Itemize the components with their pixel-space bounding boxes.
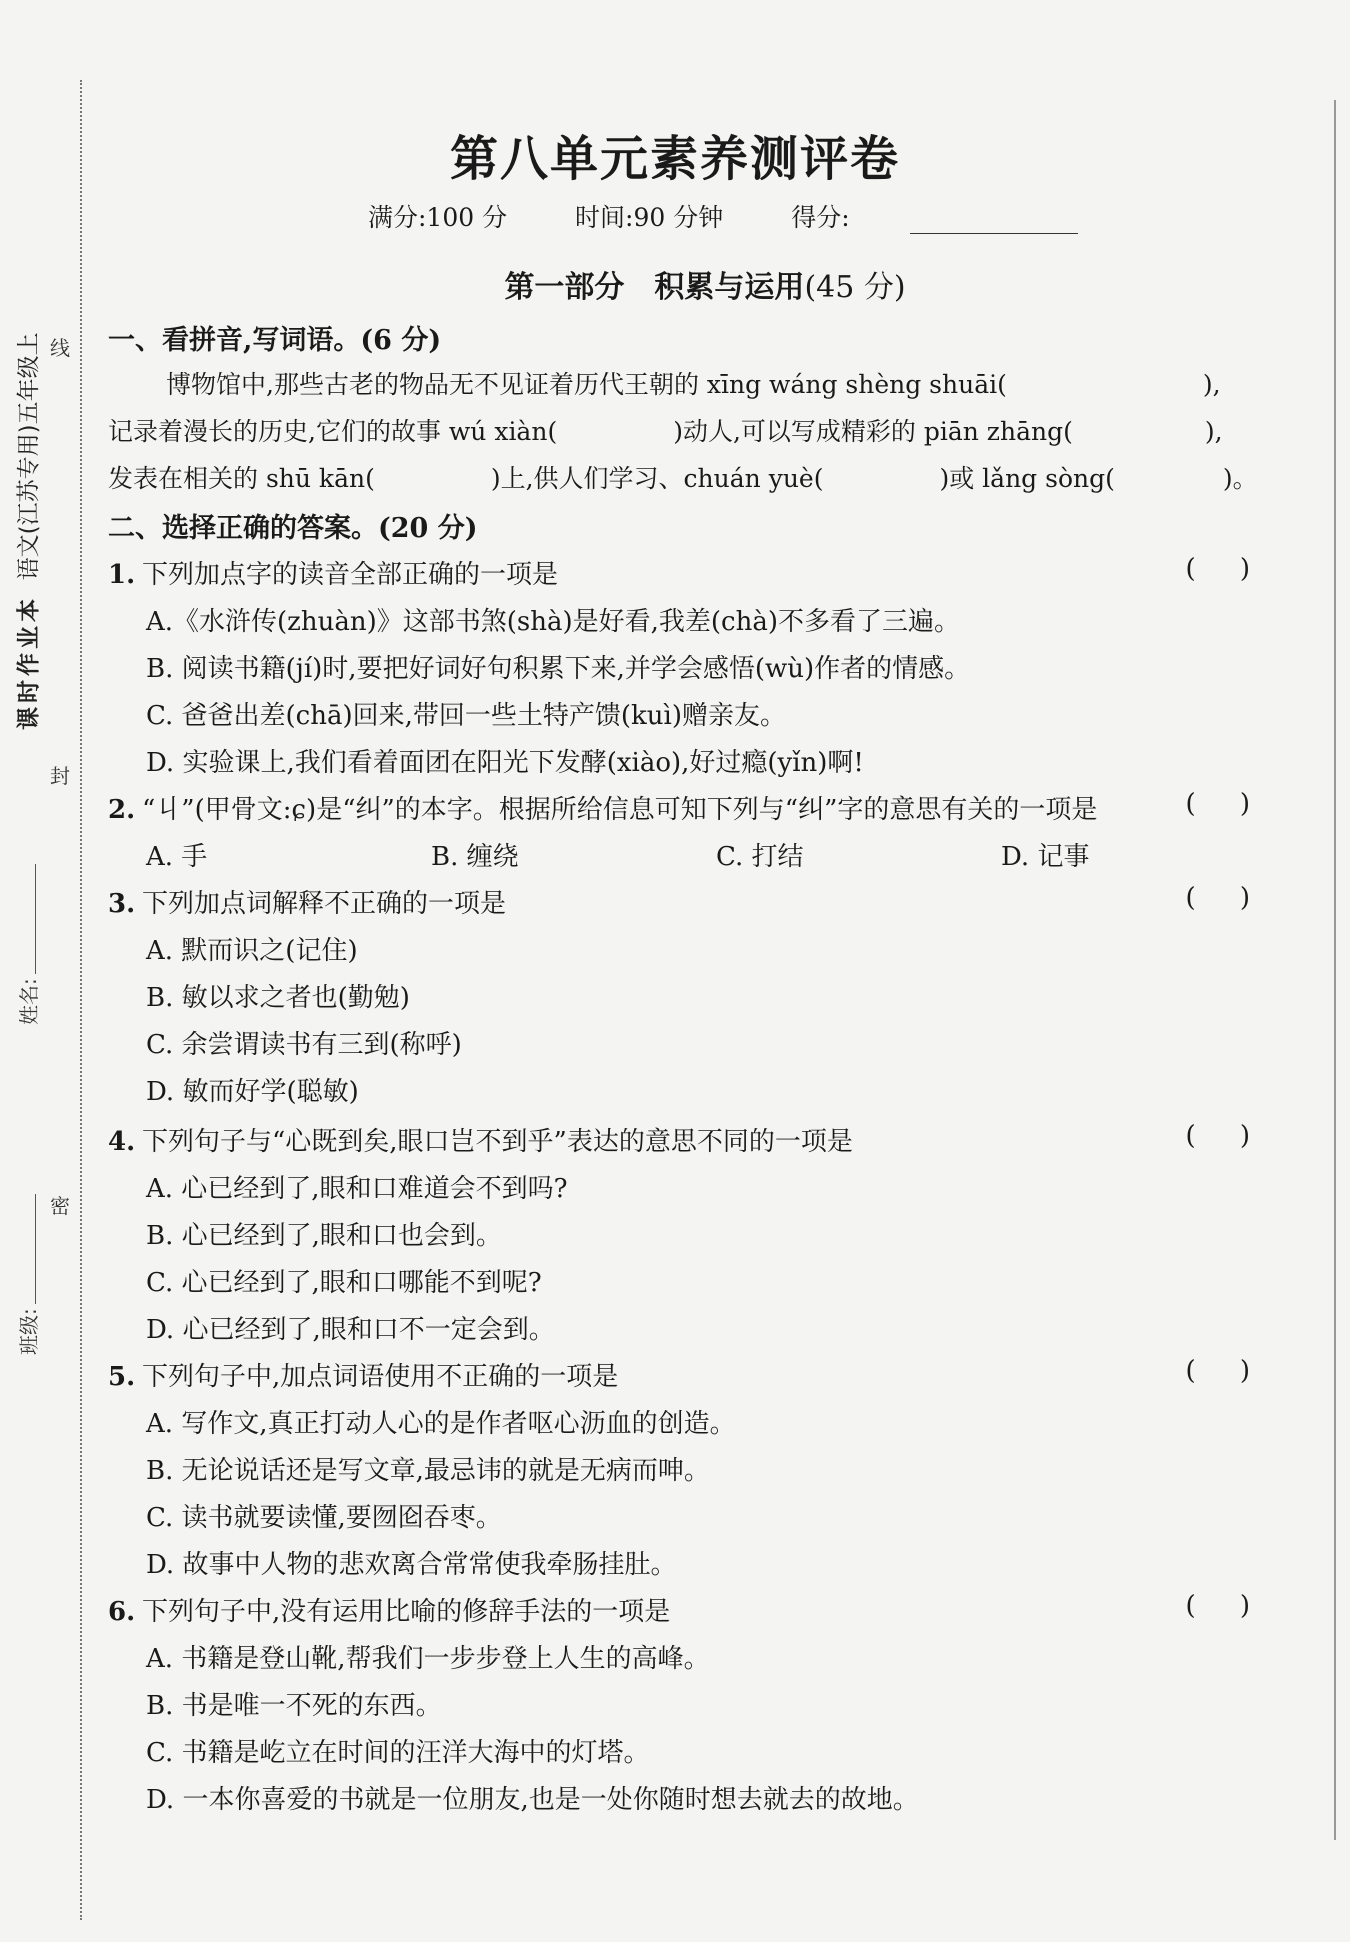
q1-option-d: D. 实验课上,我们看着面团在阳光下发酵(xiào),好过瘾(yǐn)啊!	[146, 748, 864, 778]
time-limit: 时间:90 分钟	[575, 203, 724, 232]
q3-option-c: C. 余尝谓读书有三到(称呼)	[146, 1030, 462, 1060]
question-2: 2. “丩”(甲骨文:ɕ)是“纠”的本字。根据所给信息可知下列与“纠”字的意思有关的一项是	[108, 795, 1098, 825]
q5-option-a: A. 写作文,真正打动人心的是作者呕心沥血的创造。	[146, 1409, 736, 1439]
side-book-label: 课时作业本 语文(江苏专用)五年级上	[16, 332, 42, 730]
q3-option-d: D. 敏而好学(聪敏)	[146, 1077, 359, 1107]
full-score: 满分:100 分	[368, 203, 508, 232]
q2-option-d: D. 记事	[1001, 842, 1090, 872]
q6-option-b: B. 书是唯一不死的东西。	[146, 1691, 442, 1721]
question-6: 6. 下列句子中,没有运用比喻的修辞手法的一项是	[108, 1597, 671, 1627]
q1-option-c: C. 爸爸出差(chā)回来,带回一些土特产馈(kuì)赠亲友。	[146, 701, 786, 731]
q4-option-a: A. 心已经到了,眼和口难道会不到吗?	[146, 1174, 568, 1204]
question-5: 5. 下列句子中,加点词语使用不正确的一项是	[108, 1362, 619, 1392]
q5-option-b: B. 无论说话还是写文章,最忌讳的就是无病而呻。	[146, 1456, 710, 1486]
binding-mark-xian: 线	[50, 336, 70, 360]
binding-dotted-line	[80, 80, 82, 1920]
q3-option-a: A. 默而识之(记住)	[146, 936, 358, 966]
answer-paren-3[interactable]: ( )	[1185, 883, 1250, 913]
question-4: 4. 下列句子与“心既到矣,眼口岂不到乎”表达的意思不同的一项是	[108, 1127, 853, 1157]
question-3: 3. 下列加点词解释不正确的一项是	[108, 889, 507, 919]
pinyin-line-3: 发表在相关的 shū kān( )上,供人们学习、chuán yuè( )或 lǎng sòng( )。	[108, 464, 1258, 493]
page-title: 第八单元素养测评卷	[449, 131, 900, 187]
q2-option-c: C. 打结	[716, 842, 804, 872]
q5-option-c: C. 读书就要读懂,要囫囵吞枣。	[146, 1503, 502, 1533]
question-1: 1. 下列加点字的读音全部正确的一项是	[108, 560, 559, 590]
section1-heading: 一、看拼音,写词语。(6 分)	[108, 325, 442, 356]
pinyin-line-2: 记录着漫长的历史,它们的故事 wú xiàn( )动人,可以写成精彩的 piān zhāng( ),	[108, 417, 1223, 446]
answer-paren-5[interactable]: ( )	[1185, 1356, 1250, 1386]
answer-paren-2[interactable]: ( )	[1185, 789, 1250, 819]
q3-option-b: B. 敏以求之者也(勤勉)	[146, 983, 410, 1013]
answer-paren-4[interactable]: ( )	[1185, 1121, 1250, 1151]
binding-mark-mi: 密	[50, 1194, 70, 1218]
q2-options	[146, 836, 1286, 873]
q4-option-c: C. 心已经到了,眼和口哪能不到呢?	[146, 1268, 542, 1298]
q6-option-c: C. 书籍是屹立在时间的汪洋大海中的灯塔。	[146, 1738, 650, 1768]
side-class-field: 班级:	[13, 1195, 43, 1355]
side-name-field: 姓名:	[13, 865, 43, 1025]
q6-option-a: A. 书籍是登山靴,帮我们一步步登上人生的高峰。	[146, 1644, 710, 1674]
q6-option-d: D. 一本你喜爱的书就是一位朋友,也是一处你随时想去就去的故地。	[146, 1785, 919, 1815]
answer-paren-1[interactable]: ( )	[1185, 554, 1250, 584]
answer-paren-6[interactable]: ( )	[1185, 1591, 1250, 1621]
q1-option-a: A.《水浒传(zhuàn)》这部书煞(shà)是好看,我差(chà)不多看了三遍。	[146, 607, 960, 637]
q1-option-b: B. 阅读书籍(jí)时,要把好词好句积累下来,并学会感悟(wù)作者的情感。	[146, 654, 971, 684]
pinyin-line-1: 博物馆中,那些古老的物品无不见证着历代王朝的 xīng wáng shèng shuāi( ),	[166, 370, 1221, 399]
binding-mark-feng: 封	[50, 764, 70, 788]
exam-meta	[368, 198, 1138, 234]
q5-option-d: D. 故事中人物的悲欢离合常常使我牵肠挂肚。	[146, 1550, 677, 1580]
right-page-edge	[1334, 100, 1336, 1840]
q4-option-b: B. 心已经到了,眼和口也会到。	[146, 1221, 502, 1251]
score-field[interactable]: 得分:	[791, 203, 1137, 232]
section2-heading: 二、选择正确的答案。(20 分)	[108, 513, 478, 544]
q2-option-b: B. 缠绕	[431, 842, 519, 872]
q4-option-d: D. 心已经到了,眼和口不一定会到。	[146, 1315, 555, 1345]
q2-option-a: A. 手	[146, 842, 208, 872]
part-title: 第一部分 积累与运用(45 分)	[504, 270, 906, 305]
